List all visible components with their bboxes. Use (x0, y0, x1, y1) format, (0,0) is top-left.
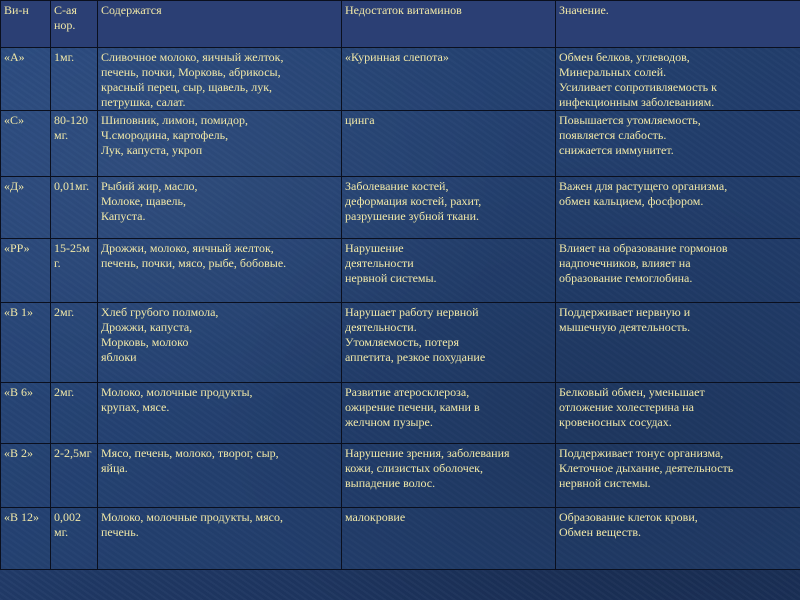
cell-deficiency-line: деятельности (345, 256, 414, 270)
cell-sources (98, 383, 342, 444)
cell-norm-line: 15-25м (54, 241, 90, 255)
cell-sources-line: Сливочное молоко, яичный желток, (101, 50, 284, 64)
cell-sources (98, 444, 342, 508)
table-row (1, 48, 800, 111)
cell-sources-line: Дрожжи, капуста, (101, 320, 193, 334)
cell-vitamin (1, 383, 51, 444)
cell-sources-line: крупах, мясе. (101, 400, 170, 414)
table-row (1, 111, 800, 177)
cell-sources-line: Капуста. (101, 209, 146, 223)
cell-sources-line: Рыбий жир, масло, (101, 179, 198, 193)
cell-sources (98, 239, 342, 303)
cell-significance (556, 48, 800, 111)
cell-sources-line: Дрожжи, молоко, яичный желток, (101, 241, 274, 255)
header-sources-line: Содержатся (101, 3, 162, 17)
cell-vitamin-line: «В 6» (4, 385, 34, 399)
cell-vitamin (1, 111, 51, 177)
cell-significance (556, 444, 800, 508)
cell-deficiency-line: Развитие атеросклероза, (345, 385, 470, 399)
header-vitamin-line: Ви-н (4, 3, 29, 17)
cell-deficiency-line: аппетита, резкое похудание (345, 350, 486, 364)
cell-deficiency-line: деформация костей, рахит, (345, 194, 482, 208)
cell-deficiency (342, 239, 556, 303)
cell-norm-line: 2-2,5мг (54, 446, 92, 460)
cell-deficiency-line: кожи, слизистых оболочек, (345, 461, 483, 475)
cell-norm-line: 0,002 (54, 510, 81, 524)
cell-deficiency-line: малокровие (345, 510, 406, 524)
cell-norm (51, 48, 98, 111)
cell-significance (556, 239, 800, 303)
cell-sources-line: печень. (101, 525, 139, 539)
cell-significance-line: образование гемоглобина. (559, 271, 693, 285)
cell-deficiency (342, 383, 556, 444)
cell-norm-line: 0,01мг. (54, 179, 90, 193)
cell-significance-line: Обмен белков, углеводов, (559, 50, 690, 64)
cell-norm (51, 177, 98, 239)
table-row (1, 177, 800, 239)
cell-norm (51, 508, 98, 570)
cell-sources (98, 303, 342, 383)
cell-deficiency-line: Нарушение (345, 241, 404, 255)
cell-sources-line: петрушка, салат. (101, 95, 186, 109)
cell-vitamin (1, 239, 51, 303)
cell-norm-line: 2мг. (54, 385, 75, 399)
cell-significance-line: Минеральных солей. (559, 65, 667, 79)
cell-significance (556, 508, 800, 570)
cell-vitamin-line: «С» (4, 113, 25, 127)
cell-norm (51, 111, 98, 177)
table-header-row (1, 1, 800, 48)
cell-deficiency-line: Нарушение зрения, заболевания (345, 446, 510, 460)
cell-sources-line: Лук, капуста, укроп (101, 143, 203, 157)
cell-significance-line: появляется слабость. (559, 128, 667, 142)
cell-vitamin (1, 444, 51, 508)
cell-deficiency (342, 303, 556, 383)
cell-sources-line: яйца. (101, 461, 128, 475)
cell-sources-line: Молоко, молочные продукты, мясо, (101, 510, 283, 524)
cell-vitamin (1, 177, 51, 239)
cell-norm-line: 80-120 (54, 113, 88, 127)
cell-deficiency (342, 177, 556, 239)
cell-vitamin (1, 303, 51, 383)
header-sources (98, 1, 342, 48)
table-row (1, 303, 800, 383)
cell-significance-line: кровеносных сосудах. (559, 415, 672, 429)
cell-norm-line: 1мг. (54, 50, 75, 64)
header-significance (556, 1, 800, 48)
cell-sources-line: Молоке, щавель, (101, 194, 187, 208)
cell-deficiency-line: разрушение зубной ткани. (345, 209, 479, 223)
cell-sources (98, 48, 342, 111)
cell-deficiency-line: деятельности. (345, 320, 417, 334)
cell-significance-line: Образование клеток крови, (559, 510, 698, 524)
cell-sources (98, 111, 342, 177)
cell-sources-line: Молоко, молочные продукты, (101, 385, 253, 399)
cell-deficiency-line: Нарушает работу нервной (345, 305, 479, 319)
cell-sources-line: красный перец, сыр, щавель, лук, (101, 80, 273, 94)
cell-significance-line: отложение холестерина на (559, 400, 694, 414)
cell-vitamin-line: «А» (4, 50, 25, 64)
cell-deficiency-line: Заболевание костей, (345, 179, 449, 193)
cell-significance (556, 383, 800, 444)
cell-deficiency-line: выпадение волос. (345, 476, 436, 490)
cell-sources-line: печень, почки, мясо, рыбе, бобовые. (101, 256, 287, 270)
header-deficiency-line: Недостаток витаминов (345, 3, 462, 17)
cell-deficiency-line: Утомляемость, потеря (345, 335, 460, 349)
cell-vitamin-line: «В 2» (4, 446, 34, 460)
cell-sources-line: Шиповник, лимон, помидор, (101, 113, 249, 127)
cell-sources-line: Ч.смородина, картофель, (101, 128, 229, 142)
cell-vitamin-line: «РР» (4, 241, 30, 255)
cell-norm-line: 2мг. (54, 305, 75, 319)
header-norm-line: нор. (54, 18, 76, 32)
cell-vitamin (1, 508, 51, 570)
cell-significance-line: Повышается утомляемость, (559, 113, 701, 127)
cell-significance-line: нервной системы. (559, 476, 651, 490)
cell-norm (51, 303, 98, 383)
cell-vitamin-line: «Д» (4, 179, 25, 193)
cell-significance-line: Поддерживает нервную и (559, 305, 691, 319)
cell-norm (51, 239, 98, 303)
cell-norm-line: мг. (54, 128, 69, 142)
cell-vitamin-line: «В 1» (4, 305, 34, 319)
cell-deficiency-line: ожирение печени, камни в (345, 400, 480, 414)
cell-deficiency (342, 444, 556, 508)
cell-deficiency-line: «Куринная слепота» (345, 50, 449, 64)
cell-significance-line: снижается иммунитет. (559, 143, 674, 157)
table-row (1, 239, 800, 303)
table-row (1, 383, 800, 444)
cell-significance-line: надпочечников, влияет на (559, 256, 691, 270)
cell-significance (556, 303, 800, 383)
cell-significance-line: Обмен веществ. (559, 525, 642, 539)
cell-significance-line: обмен кальцием, фосфором. (559, 194, 704, 208)
cell-significance-line: Клеточное дыхание, деятельность (559, 461, 734, 475)
header-deficiency (342, 1, 556, 48)
cell-significance-line: мышечную деятельность. (559, 320, 691, 334)
cell-deficiency (342, 111, 556, 177)
cell-deficiency-line: цинга (345, 113, 375, 127)
cell-significance-line: инфекционным заболеваниям. (559, 95, 715, 109)
cell-vitamin (1, 48, 51, 111)
header-norm (51, 1, 98, 48)
cell-significance (556, 111, 800, 177)
cell-deficiency-line: нервной системы. (345, 271, 437, 285)
cell-norm (51, 444, 98, 508)
cell-norm-line: мг. (54, 525, 69, 539)
cell-significance (556, 177, 800, 239)
cell-sources-line: яблоки (101, 350, 137, 364)
cell-deficiency (342, 48, 556, 111)
cell-sources-line: Хлеб грубого полмола, (101, 305, 219, 319)
cell-sources (98, 508, 342, 570)
cell-sources-line: печень, почки, Морковь, абрикосы, (101, 65, 281, 79)
header-vitamin (1, 1, 51, 48)
cell-sources-line: Морковь, молоко (101, 335, 189, 349)
table-row (1, 508, 800, 570)
cell-significance-line: Белковый обмен, уменьшает (559, 385, 705, 399)
cell-deficiency-line: желчном пузыре. (345, 415, 433, 429)
table-row (1, 444, 800, 508)
cell-significance-line: Влияет на образование гормонов (559, 241, 728, 255)
cell-significance-line: Усиливает сопротивляемость к (559, 80, 717, 94)
cell-sources-line: Мясо, печень, молоко, творог, сыр, (101, 446, 279, 460)
cell-norm (51, 383, 98, 444)
cell-significance-line: Важен для растущего организма, (559, 179, 728, 193)
cell-significance-line: Поддерживает тонус организма, (559, 446, 724, 460)
cell-norm-line: г. (54, 256, 61, 270)
header-norm-line: С-ая (54, 3, 77, 17)
header-significance-line: Значение. (559, 3, 609, 17)
cell-sources (98, 177, 342, 239)
cell-deficiency (342, 508, 556, 570)
cell-vitamin-line: «В 12» (4, 510, 40, 524)
